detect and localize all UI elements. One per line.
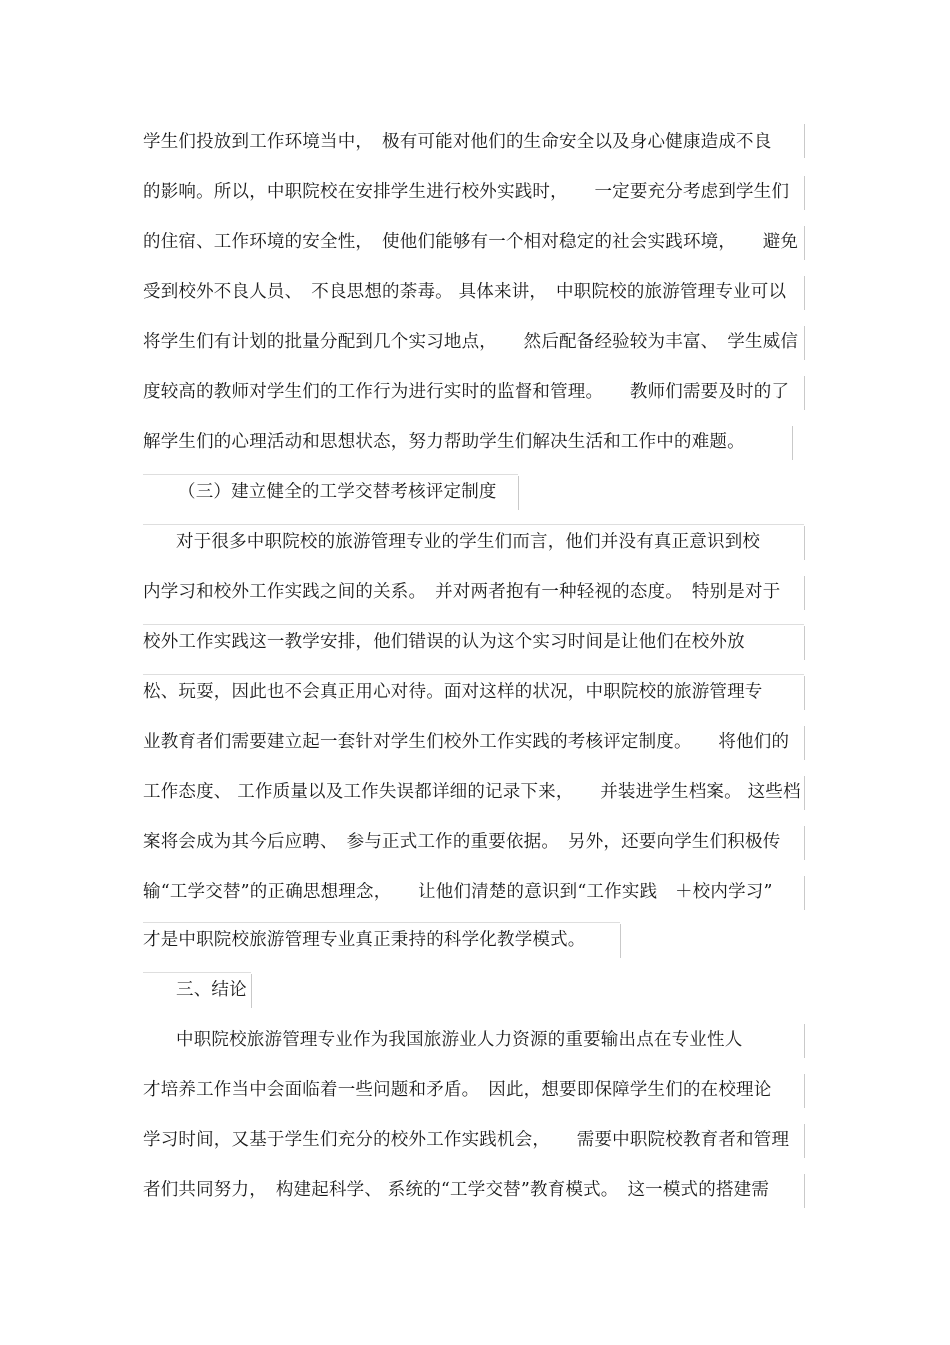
body-text-line: 的影响。所以，中职院校在安排学生进行校外实践时， 一定要充分考虑到学生们 xyxy=(143,182,790,202)
body-text-line: 才是中职院校旅游管理专业真正秉持的科学化教学模式。 xyxy=(143,930,586,950)
scan-rule xyxy=(804,576,805,610)
scan-rule xyxy=(804,526,805,560)
scan-rule xyxy=(518,476,519,510)
body-text-line: 者们共同努力， 构建起科学、 系统的“工学交替”教育模式。 这一模式的搭建需 xyxy=(143,1180,770,1200)
body-text-line: 业教育者们需要建立起一套针对学生们校外工作实践的考核评定制度。 将他们的 xyxy=(143,732,790,752)
body-text-line: 校外工作实践这一教学安排，他们错误的认为这个实习时间是让他们在校外放 xyxy=(143,632,745,652)
body-text-line: 学生们投放到工作环境当中， 极有可能对他们的生命安全以及身心健康造成不良 xyxy=(143,132,772,152)
scan-rule xyxy=(804,376,805,410)
body-text-line: 内学习和校外工作实践之间的关系。 并对两者抱有一种轻视的态度。 特别是对于 xyxy=(143,582,781,602)
scan-rule xyxy=(804,676,805,710)
body-text-line: 度较高的教师对学生们的工作行为进行实时的监督和管理。 教师们需要及时的了 xyxy=(143,382,790,402)
scan-rule xyxy=(804,626,805,660)
body-text-line: 工作态度、 工作质量以及工作失误都详细的记录下来， 并装进学生档案。 这些档 xyxy=(143,782,801,802)
body-text-line: 将学生们有计划的批量分配到几个实习地点， 然后配备经验较为丰富、 学生威信 xyxy=(143,332,799,352)
body-text-line: 的住宿、工作环境的安全性， 使他们能够有一个相对稳定的社会实践环境， 避免 xyxy=(143,232,799,252)
scan-rule xyxy=(804,826,805,860)
scan-rule xyxy=(804,726,805,760)
scan-rule xyxy=(251,974,252,1008)
scan-rule xyxy=(804,226,805,260)
scan-rule xyxy=(804,1074,805,1108)
body-text-line: 解学生们的心理活动和思想状态，努力帮助学生们解决生活和工作中的难题。 xyxy=(143,432,745,452)
body-text-line: 受到校外不良人员、 不良思想的荼毒。 具体来讲， 中职院校的旅游管理专业可以 xyxy=(143,282,787,302)
body-text-line: 对于很多中职院校的旅游管理专业的学生们而言，他们并没有真正意识到校 xyxy=(176,532,761,552)
body-text-line: 输“工学交替”的正确思想理念， 让他们清楚的意识到“工作实践 ＋校内学习” xyxy=(143,882,773,902)
scan-rule xyxy=(804,1174,805,1208)
scan-rule xyxy=(804,876,805,910)
section-heading: （三）建立健全的工学交替考核评定制度 xyxy=(178,482,497,502)
scan-rule xyxy=(804,176,805,210)
scan-rule xyxy=(792,426,793,460)
scan-rule xyxy=(804,1124,805,1158)
body-text-line: 案将会成为其今后应聘、 参与正式工作的重要依据。 另外，还要向学生们积极传 xyxy=(143,832,781,852)
body-text-line: 中职院校旅游管理专业作为我国旅游业人力资源的重要输出点在专业性人 xyxy=(176,1030,743,1050)
scan-rule xyxy=(804,124,805,158)
body-text-line: 学习时间，又基于学生们充分的校外工作实践机会， 需要中职院校教育者和管理 xyxy=(143,1130,790,1150)
scan-rule xyxy=(804,776,805,810)
body-text-line: 才培养工作当中会面临着一些问题和矛盾。 因此，想要即保障学生们的在校理论 xyxy=(143,1080,772,1100)
scan-rule xyxy=(804,1024,805,1058)
scan-rule xyxy=(620,924,621,958)
body-text-line: 松、玩耍，因此也不会真正用心对待。面对这样的状况，中职院校的旅游管理专 xyxy=(143,682,763,702)
scan-rule xyxy=(804,326,805,360)
scan-rule xyxy=(804,276,805,310)
section-heading: 三、结论 xyxy=(176,980,247,1000)
